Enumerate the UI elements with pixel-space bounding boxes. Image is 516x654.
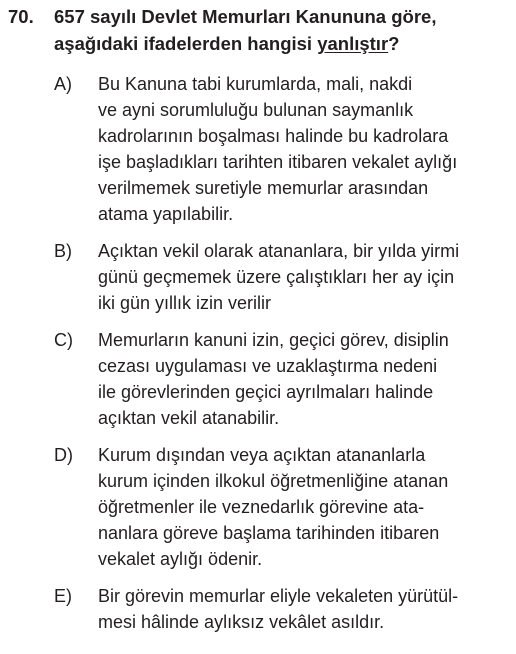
- option-c[interactable]: [8, 327, 516, 431]
- option-line: mesi hâlinde aylıksız vekâlet asıldır.: [98, 612, 385, 632]
- option-letter: D): [54, 445, 73, 465]
- question-emphasis-word: yanlıştır: [317, 33, 389, 54]
- option-line: nanlara göreve başlama tarihinden itibaren: [98, 523, 440, 543]
- option-letter: B): [54, 241, 72, 261]
- answer-options: [8, 71, 516, 635]
- option-text: [98, 442, 498, 572]
- option-line: vekalet aylığı ödenir.: [98, 549, 263, 569]
- question-stem-line-1: 657 sayılı Devlet Memurları Kanununa göre,: [54, 6, 437, 27]
- option-a[interactable]: [8, 71, 516, 227]
- option-text: [98, 238, 498, 316]
- option-e[interactable]: [8, 583, 516, 635]
- option-line: cezası uygulaması ve uzaklaştırma nedeni: [98, 356, 438, 376]
- option-line: Açıktan vekil olarak atananlara, bir yılda yirmi: [98, 241, 460, 261]
- question-number: 70.: [8, 6, 34, 27]
- option-b[interactable]: [8, 238, 516, 316]
- option-line: verilmemek suretiyle memurlar arasından: [98, 178, 429, 198]
- option-line: ve ayni sorumluluğu bulunan saymanlık: [98, 100, 414, 120]
- option-line: atama yapılabilir.: [98, 204, 234, 224]
- option-line: kurum içinden ilkokul öğretmenliğine atanan: [98, 471, 449, 491]
- question-stem: [54, 3, 494, 57]
- option-line: Bu Kanuna tabi kurumlarda, mali, nakdi: [98, 74, 413, 94]
- option-d[interactable]: [8, 442, 516, 572]
- option-line: Bir görevin memurlar eliyle vekaleten yürütül-: [98, 586, 459, 606]
- option-line: öğretmenler ile veznedarlık görevine ata-: [98, 497, 425, 517]
- option-line: ile görevlerinden geçici ayrılmaları halinde: [98, 382, 434, 402]
- option-line: Memurların kanuni izin, geçici görev, disiplin: [98, 330, 449, 350]
- option-letter: A): [54, 74, 72, 94]
- question: [8, 3, 516, 57]
- question-stem-line-2: [54, 30, 494, 57]
- question-stem-prefix: aşağıdaki ifadelerden hangisi: [54, 33, 318, 54]
- option-line: Kurum dışından veya açıktan atananlarla: [98, 445, 426, 465]
- option-letter: E): [54, 586, 72, 606]
- question-stem-suffix: ?: [388, 33, 400, 54]
- option-line: günü geçmemek üzere çalıştıkları her ay için: [98, 267, 455, 287]
- option-line: iki gün yıllık izin verilir: [98, 293, 272, 313]
- option-line: kadrolarının boşalması halinde bu kadrolara: [98, 126, 449, 146]
- option-line: açıktan vekil atanabilir.: [98, 408, 280, 428]
- option-text: [98, 71, 498, 227]
- option-text: [98, 327, 498, 431]
- option-line: işe başladıkları tarihten itibaren vekalet aylığı: [98, 152, 458, 172]
- option-text: [98, 583, 498, 635]
- option-letter: C): [54, 330, 73, 350]
